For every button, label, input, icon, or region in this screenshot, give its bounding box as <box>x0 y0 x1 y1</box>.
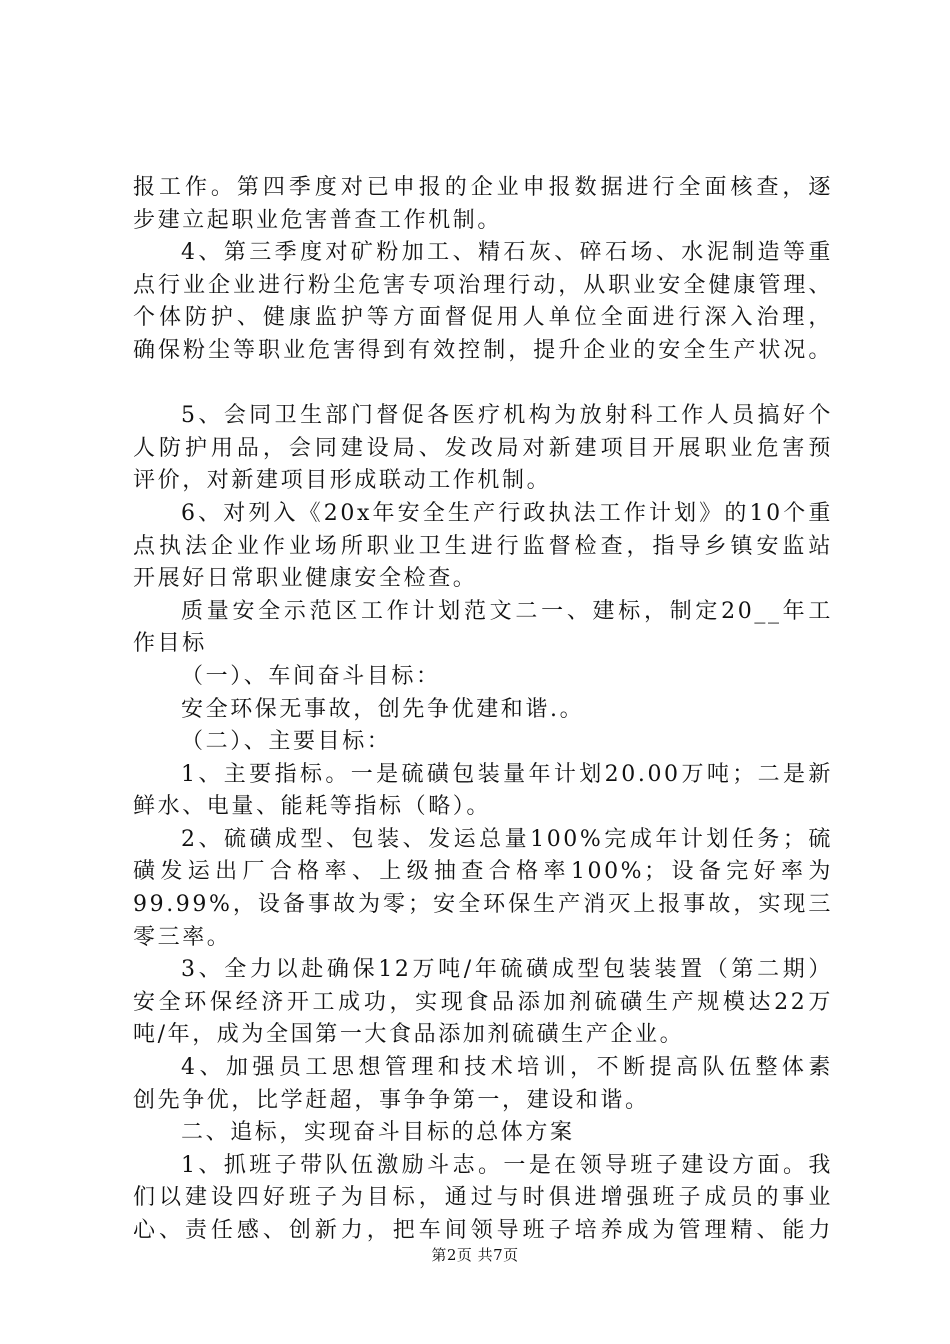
text-line: 作目标 <box>133 631 207 657</box>
text-line: 99.99%，设备事故为零；安全环保生产消灭上报事故，实现三 <box>133 892 833 918</box>
page-number-footer: 第2页 共7页 <box>431 1246 519 1264</box>
text-line: 6、对列入《20x年安全生产行政执法工作计划》的10个重 <box>181 500 833 526</box>
text-line: 二、追标，实现奋斗目标的总体方案 <box>181 1120 575 1146</box>
text-line: 创先争优，比学赶超，事争争第一，建设和谐。 <box>133 1087 650 1113</box>
text-line: 磺发运出厂合格率、上级抽查合格率100%；设备完好率为 <box>133 859 833 885</box>
text-line: 4、加强员工思想管理和技术培训，不断提高队伍整体素 <box>181 1055 833 1081</box>
text-line: 安全环保无事故，创先争优建和谐.。 <box>181 696 585 722</box>
text-line: 们以建设四好班子为目标，通过与时俱进增强班子成员的事业 <box>133 1185 833 1211</box>
text-line: 报工作。第四季度对已申报的企业申报数据进行全面核查，逐 <box>133 175 833 200</box>
text-line: （二）、主要目标： <box>181 729 392 755</box>
text-line: 3、全力以赴确保12万吨/年硫磺成型包装装置（第二期） <box>181 957 833 983</box>
text-line: 安全环保经济开工成功，实现食品添加剂硫磺生产规模达22万 <box>133 989 833 1015</box>
text-line: 心、责任感、创新力，把车间领导班子培养成为管理精、能力 <box>133 1218 833 1243</box>
text-line: 确保粉尘等职业危害得到有效控制，提升企业的安全生产状况。 <box>133 337 833 363</box>
text-line: 评价，对新建项目形成联动工作机制。 <box>133 468 552 494</box>
text-line: （一）、车间奋斗目标： <box>181 663 441 689</box>
text-line: 4、第三季度对矿粉加工、精石灰、碎石场、水泥制造等重 <box>181 240 833 266</box>
text-line: 个体防护、健康监护等方面督促用人单位全面进行深入治理， <box>133 305 833 331</box>
text-line: 鲜水、电量、能耗等指标（略）。 <box>133 794 492 820</box>
text-line: 人防护用品，会同建设局、发改局对新建项目开展职业危害预 <box>133 435 833 461</box>
text-line <box>133 368 833 401</box>
text-line: 1、抓班子带队伍激励斗志。一是在领导班子建设方面。我 <box>181 1152 833 1178</box>
text-line: 质量安全示范区工作计划范文二一、建标，制定20__年工 <box>181 598 833 624</box>
text-line: 5、会同卫生部门督促各医疗机构为放射科工作人员搞好个 <box>181 403 833 429</box>
text-line: 1、主要指标。一是硫磺包装量年计划20.00万吨；二是新 <box>181 761 833 787</box>
text-line: 开展好日常职业健康安全检查。 <box>133 566 478 592</box>
text-line: 步建立起职业危害普查工作机制。 <box>133 207 503 233</box>
text-line: 点行业企业进行粉尘危害专项治理行动，从职业安全健康管理、 <box>133 272 833 298</box>
text-line: 点执法企业作业场所职业卫生进行监督检查，指导乡镇安监站 <box>133 533 833 559</box>
document-body <box>133 172 833 1248</box>
text-line: 2、硫磺成型、包装、发运总量100%完成年计划任务；硫 <box>181 826 833 852</box>
text-line: 零三率。 <box>133 924 232 950</box>
text-line: 吨/年，成为全国第一大食品添加剂硫磺生产企业。 <box>133 1022 685 1048</box>
